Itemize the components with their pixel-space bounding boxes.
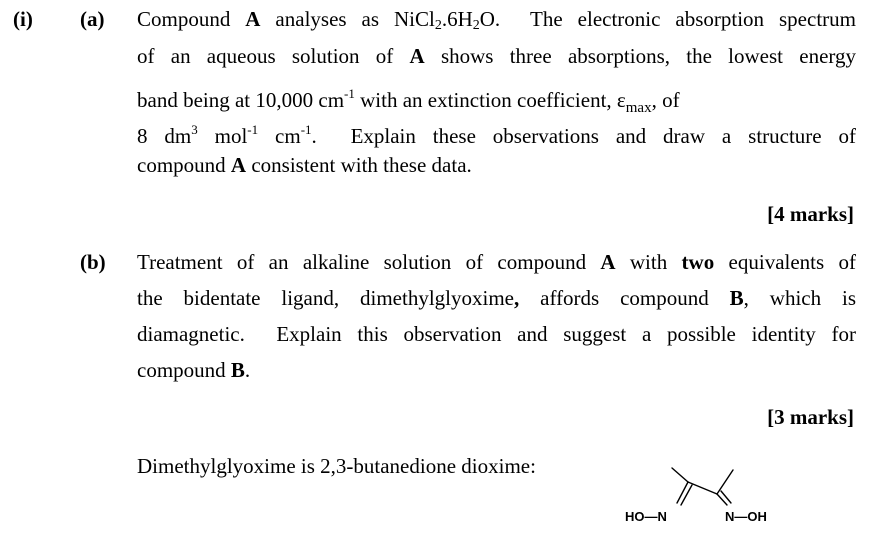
part-b-marks: [3 marks]	[767, 405, 854, 429]
part-a-marks: [4 marks]	[767, 202, 854, 226]
part-a-label: (a)	[80, 7, 105, 31]
part-b-label: (b)	[80, 250, 106, 274]
question-number: (i)	[13, 7, 33, 31]
dmg-right-label: N—OH	[725, 509, 767, 524]
dimethylglyoxime-structure	[600, 455, 800, 535]
dmg-left-label: HO—N	[625, 509, 667, 524]
dmg-caption: Dimethylglyoxime is 2,3-butanedione dioxime:	[137, 454, 536, 478]
